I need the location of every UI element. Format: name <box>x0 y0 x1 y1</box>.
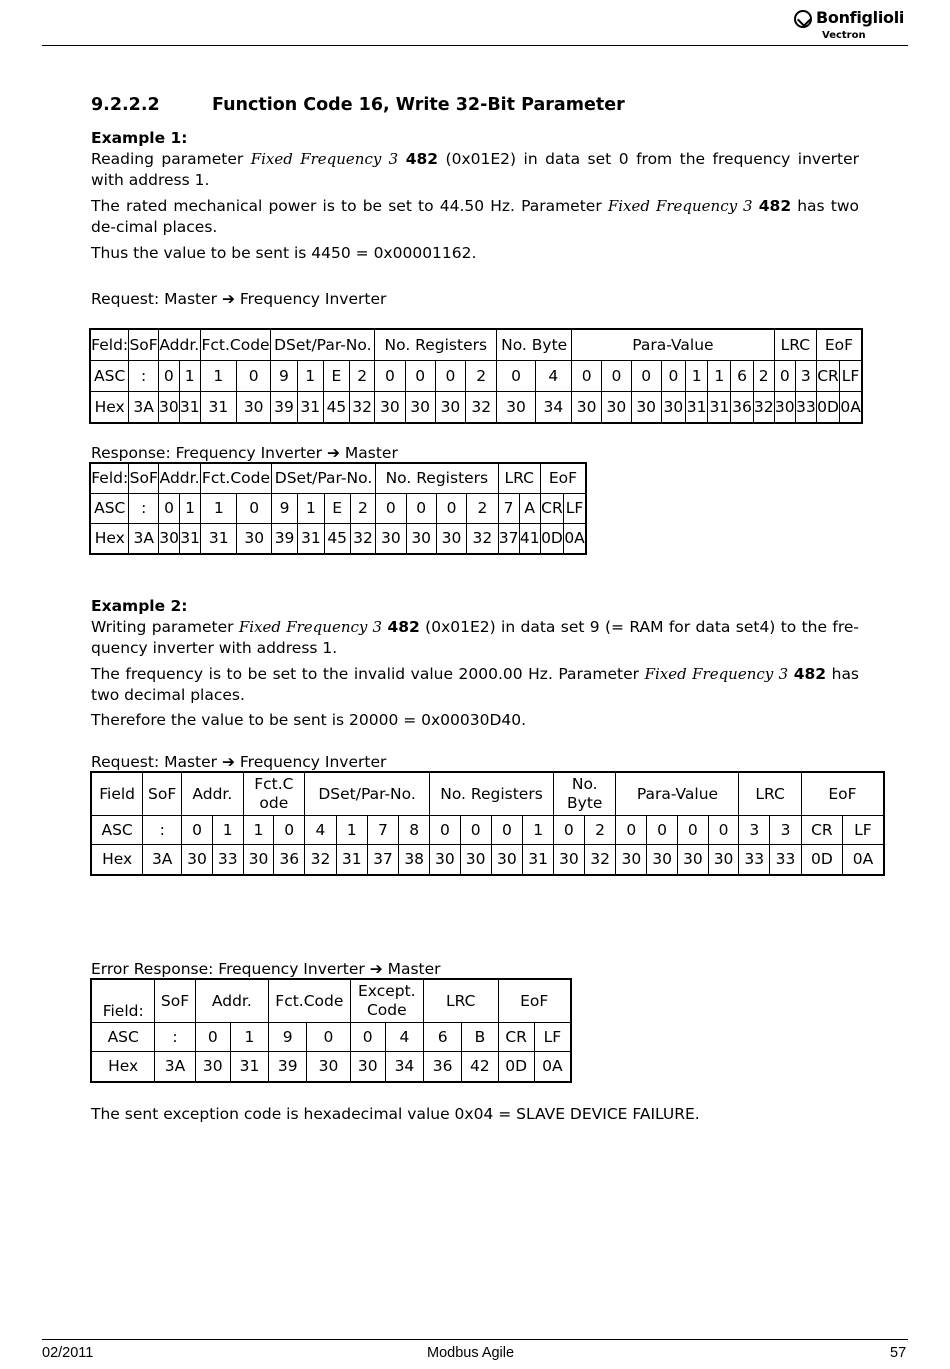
table-cell: 30 <box>237 392 271 423</box>
table-cell: 30 <box>237 524 271 554</box>
table-cell: 0D <box>540 524 563 554</box>
wrapped-header-text: Except. Code <box>358 982 416 1019</box>
table-header-cell: EoF <box>540 464 585 494</box>
table-cell: CR <box>540 494 563 524</box>
table-cell: CR <box>816 361 839 392</box>
table-cell: 30 <box>631 392 661 423</box>
table-cell: 0 <box>159 494 180 524</box>
table-cell: 0 <box>158 361 179 392</box>
table-cell: 2 <box>466 361 497 392</box>
table-cell: 1 <box>686 361 708 392</box>
table-cell: 39 <box>269 1052 307 1082</box>
table-cell: 9 <box>269 1023 307 1052</box>
example2-paragraph-2 <box>91 664 859 706</box>
table-cell: 3A <box>155 1052 195 1082</box>
text-run: has two decimal places. <box>91 665 860 704</box>
table-cell: 30 <box>243 845 274 875</box>
table-header-cell: EoF <box>801 773 883 816</box>
table-cell: 33 <box>795 392 816 423</box>
example2-paragraph-1 <box>91 617 859 659</box>
table-header-cell: Field <box>92 773 143 816</box>
table-cell: 32 <box>305 845 337 875</box>
table-header-cell: DSet/Par-No. <box>271 330 375 361</box>
table-cell: 45 <box>324 524 350 554</box>
table-cell: 36 <box>274 845 305 875</box>
table-cell: 31 <box>297 392 323 423</box>
table-cell: : <box>129 494 159 524</box>
table-row-label: ASC <box>92 1023 155 1052</box>
table-cell: 0A <box>534 1052 570 1082</box>
table-cell: 0D <box>816 392 839 423</box>
table-cell: 0 <box>405 361 435 392</box>
table-cell: 1 <box>298 494 324 524</box>
table-cell: 0 <box>497 361 535 392</box>
table-cell: 1 <box>212 816 243 845</box>
table-cell: 32 <box>467 524 498 554</box>
table-cell: 31 <box>523 845 554 875</box>
table-header-cell: LRC <box>424 980 498 1023</box>
table-header-cell: LRC <box>774 330 816 361</box>
table-header-cell: SoF <box>143 773 182 816</box>
table-cell: 39 <box>271 524 297 554</box>
example1-paragraph-2 <box>91 196 859 238</box>
table-header-cell: DSet/Par-No. <box>305 773 430 816</box>
table-cell: 0 <box>647 816 678 845</box>
text-run: (0x01E2) in data set 0 from the frequency inverter with address 1. <box>91 150 859 189</box>
table-cell: 31 <box>230 1052 268 1082</box>
table-cell: 31 <box>336 845 367 875</box>
table-cell: 30 <box>491 845 523 875</box>
example1-request-table <box>90 329 862 423</box>
table-cell: 31 <box>180 524 201 554</box>
example2-title: Example 2: <box>91 597 188 615</box>
table-cell: 1 <box>297 361 323 392</box>
table-header-cell: No. Registers <box>376 464 498 494</box>
table-cell: 1 <box>708 361 731 392</box>
wrapped-header-text: Fct.Code <box>254 775 294 812</box>
table-row-label: ASC <box>91 361 129 392</box>
table-cell: A <box>519 494 540 524</box>
table-cell: 0 <box>677 816 708 845</box>
table-cell: 36 <box>731 392 753 423</box>
table-cell: 3 <box>795 361 816 392</box>
table-cell: 0 <box>350 1023 385 1052</box>
table-cell: : <box>129 361 159 392</box>
table-row-hex <box>92 1052 571 1082</box>
table-header-cell: Feld: <box>91 330 129 361</box>
parameter-name: Fixed Frequency 3 <box>238 618 383 636</box>
parameter-name: Fixed Frequency 3 <box>607 197 753 215</box>
table-cell: 30 <box>195 1052 230 1082</box>
table-cell: 3A <box>143 845 182 875</box>
table-cell: 1 <box>230 1023 268 1052</box>
footer-rule <box>42 1339 908 1340</box>
table-header-cell: SoF <box>155 980 195 1023</box>
table-header-cell: Para-Value <box>572 330 775 361</box>
table-cell: 30 <box>497 392 535 423</box>
table-header-cell: Para-Value <box>616 773 739 816</box>
table-cell: CR <box>498 1023 534 1052</box>
table-row-asc <box>91 361 862 392</box>
table-cell: 30 <box>182 845 213 875</box>
table-cell: 1 <box>243 816 274 845</box>
table-cell: 9 <box>271 494 297 524</box>
example2-paragraph-3: Therefore the value to be sent is 20000 = 0x00030D40. <box>91 711 527 729</box>
table-cell: : <box>143 816 182 845</box>
table-cell: 31 <box>298 524 324 554</box>
table-cell: 4 <box>385 1023 423 1052</box>
table-cell: 0 <box>376 494 406 524</box>
table-cell: 2 <box>753 361 774 392</box>
table-cell: 32 <box>350 392 375 423</box>
text-run: (0x01E2) in data set 9 (= RAM for data set4) to the fre-quency inverter with address 1. <box>91 618 860 657</box>
table-cell: 32 <box>466 392 497 423</box>
table-row-label: ASC <box>91 494 129 524</box>
table-cell: 30 <box>307 1052 350 1082</box>
text-run: Writing parameter <box>91 618 239 636</box>
table-cell: 0 <box>631 361 661 392</box>
parameter-number: 482 <box>405 150 439 168</box>
table-cell: 1 <box>336 816 367 845</box>
table-cell: 34 <box>535 392 571 423</box>
table-cell: E <box>324 494 350 524</box>
table-cell: 38 <box>399 845 430 875</box>
table-header-cell: Fct.Code <box>269 980 351 1023</box>
parameter-number: 482 <box>758 197 792 215</box>
table-cell: 30 <box>774 392 795 423</box>
table-cell: 30 <box>647 845 678 875</box>
table-cell: 32 <box>350 524 375 554</box>
table-cell: 3A <box>129 392 159 423</box>
table-header-cell: DSet/Par-No. <box>271 464 375 494</box>
table-cell: 4 <box>535 361 571 392</box>
table-row-hex <box>91 392 862 423</box>
table-header-cell: No. Byte <box>497 330 572 361</box>
table-cell: 32 <box>753 392 774 423</box>
table-cell: 32 <box>584 845 616 875</box>
table-cell: 30 <box>435 392 465 423</box>
table-cell: 0 <box>460 816 491 845</box>
table-cell: 0 <box>435 361 465 392</box>
table-cell: 30 <box>375 392 405 423</box>
table-cell: 33 <box>212 845 243 875</box>
text-run: has two de-cimal places. <box>91 197 860 236</box>
table-cell: 0 <box>237 361 271 392</box>
table-cell: 6 <box>424 1023 462 1052</box>
table-row-label: Hex <box>92 1052 155 1082</box>
table-cell: 30 <box>460 845 491 875</box>
table-cell: 33 <box>739 845 770 875</box>
table-cell: 0 <box>572 361 602 392</box>
table-cell: 30 <box>405 392 435 423</box>
example2-error-table <box>91 979 571 1082</box>
table-cell: 37 <box>367 845 399 875</box>
table-cell: 0 <box>436 494 466 524</box>
table-cell: 6 <box>731 361 753 392</box>
wrapped-header-text: No. Byte <box>567 775 603 812</box>
table-header-cell <box>350 980 423 1023</box>
table-cell: 0 <box>182 816 213 845</box>
table-cell: 0 <box>274 816 305 845</box>
table-header-row <box>91 464 586 494</box>
example1-paragraph-3: Thus the value to be sent is 4450 = 0x00001162. <box>91 244 477 262</box>
table-header-cell <box>243 773 304 816</box>
table-header-cell: No. Registers <box>375 330 497 361</box>
table-cell: 1 <box>180 494 201 524</box>
table-cell: 39 <box>271 392 297 423</box>
table-header-cell: LRC <box>739 773 801 816</box>
table-cell: 1 <box>201 494 237 524</box>
table-header-cell: SoF <box>129 464 159 494</box>
example1-response-table <box>90 463 586 554</box>
brand-name: Bonfiglioli <box>816 8 905 27</box>
table-cell: 30 <box>708 845 739 875</box>
table-cell: 31 <box>686 392 708 423</box>
table-cell: 42 <box>462 1052 498 1082</box>
table-header-cell: EoF <box>816 330 861 361</box>
table-cell: 45 <box>323 392 349 423</box>
text-run: Reading parameter <box>91 150 251 168</box>
table-cell: 3 <box>770 816 802 845</box>
table-header-row <box>92 980 571 1023</box>
table-cell: 0D <box>801 845 842 875</box>
table-header-row <box>92 773 884 816</box>
table-cell: 0A <box>842 845 883 875</box>
section-number: 9.2.2.2 <box>91 95 160 115</box>
table-cell: 36 <box>424 1052 462 1082</box>
parameter-number: 482 <box>793 665 827 683</box>
text-run: The frequency is to be set to the invalid value 2000.00 Hz. Parameter <box>91 665 645 683</box>
table-cell: 30 <box>572 392 602 423</box>
table-cell: 7 <box>367 816 399 845</box>
table-cell: 30 <box>376 524 406 554</box>
section-heading <box>91 95 625 115</box>
table-cell: 30 <box>554 845 585 875</box>
table-cell: 2 <box>350 494 375 524</box>
example2-request-table <box>91 772 884 875</box>
table-cell: 30 <box>602 392 631 423</box>
table-cell: 0 <box>554 816 585 845</box>
table-row-hex <box>91 524 586 554</box>
table-header-cell: Field: <box>92 980 155 1023</box>
table-cell: 30 <box>350 1052 385 1082</box>
table-header-cell: EoF <box>498 980 571 1023</box>
table-header-cell: Addr. <box>159 464 201 494</box>
table-cell: 31 <box>179 392 200 423</box>
table-row-label: Hex <box>92 845 143 875</box>
table-cell: 30 <box>430 845 461 875</box>
text-run: The rated mechanical power is to be set to 44.50 Hz. Parameter <box>91 197 608 215</box>
table-cell: 0 <box>708 816 739 845</box>
parameter-number: 482 <box>387 618 420 636</box>
section-title: Function Code 16, Write 32-Bit Parameter <box>212 95 625 115</box>
table-header-cell: SoF <box>129 330 159 361</box>
table-cell: 1 <box>179 361 200 392</box>
table-header-cell: Addr. <box>182 773 243 816</box>
table-row-asc <box>92 816 884 845</box>
parameter-name: Fixed Frequency 3 <box>250 150 399 168</box>
table-cell: 33 <box>770 845 802 875</box>
table-cell: CR <box>801 816 842 845</box>
table-header-cell: Addr. <box>158 330 200 361</box>
table-cell: 0 <box>774 361 795 392</box>
table-cell: 3 <box>739 816 770 845</box>
header-rule <box>42 45 908 46</box>
table-cell: 0 <box>406 494 436 524</box>
table-cell: 2 <box>350 361 375 392</box>
table-header-row <box>91 330 862 361</box>
example1-title: Example 1: <box>91 129 188 147</box>
table-cell: B <box>462 1023 498 1052</box>
table-cell: 30 <box>616 845 647 875</box>
table-cell: 2 <box>467 494 498 524</box>
table-header-cell: LRC <box>498 464 540 494</box>
table-cell: 30 <box>677 845 708 875</box>
table-header-cell: Fct.Code <box>201 464 272 494</box>
table-row-asc <box>91 494 586 524</box>
example1-paragraph-1 <box>91 149 859 191</box>
footer-product: Modbus Agile <box>427 1345 515 1361</box>
table-cell: 0A <box>840 392 862 423</box>
table-cell: 7 <box>498 494 519 524</box>
table-cell: 0 <box>237 494 271 524</box>
parameter-name: Fixed Frequency 3 <box>644 665 789 683</box>
table-cell: 30 <box>661 392 685 423</box>
table-row-hex <box>92 845 884 875</box>
table-cell: 30 <box>158 392 179 423</box>
table-cell: 3A <box>129 524 159 554</box>
closing-paragraph: The sent exception code is hexadecimal value 0x04 = SLAVE DEVICE FAILURE. <box>91 1105 700 1123</box>
table-header-cell: Feld: <box>91 464 129 494</box>
example2-request-label: Request: Master ➔ Frequency Inverter <box>91 753 387 771</box>
table-row-asc <box>92 1023 571 1052</box>
table-header-cell: No. Registers <box>430 773 554 816</box>
table-cell: 0 <box>602 361 631 392</box>
table-cell: 31 <box>708 392 731 423</box>
table-cell: 0 <box>307 1023 350 1052</box>
table-cell: 41 <box>519 524 540 554</box>
table-cell: E <box>323 361 349 392</box>
table-cell: 30 <box>406 524 436 554</box>
table-header-cell: Fct.Code <box>200 330 271 361</box>
table-cell: : <box>155 1023 195 1052</box>
table-cell: LF <box>842 816 883 845</box>
footer-page-number: 57 <box>890 1345 907 1361</box>
table-row-label: ASC <box>92 816 143 845</box>
table-header-cell: Addr. <box>195 980 268 1023</box>
brand-logo <box>792 8 912 44</box>
example2-error-label: Error Response: Frequency Inverter ➔ Master <box>91 960 441 978</box>
table-cell: 0A <box>564 524 586 554</box>
footer-date: 02/2011 <box>42 1345 94 1361</box>
table-row-label: Hex <box>91 392 129 423</box>
table-cell: 4 <box>305 816 337 845</box>
table-cell: 37 <box>498 524 519 554</box>
brand-sub-name: Vectron <box>822 30 866 41</box>
table-cell: 31 <box>201 524 237 554</box>
table-cell: 0 <box>491 816 523 845</box>
table-header-cell <box>554 773 616 816</box>
brand-logo-icon <box>794 10 812 28</box>
table-cell: 30 <box>159 524 180 554</box>
table-cell: 30 <box>436 524 466 554</box>
table-cell: 0 <box>661 361 685 392</box>
table-cell: 8 <box>399 816 430 845</box>
table-cell: LF <box>534 1023 570 1052</box>
table-cell: 2 <box>584 816 616 845</box>
table-cell: 9 <box>271 361 297 392</box>
table-cell: 1 <box>523 816 554 845</box>
table-cell: 0 <box>616 816 647 845</box>
table-cell: LF <box>840 361 862 392</box>
table-cell: 31 <box>200 392 236 423</box>
example1-request-label: Request: Master ➔ Frequency Inverter <box>91 290 387 308</box>
table-cell: LF <box>564 494 586 524</box>
table-row-label: Hex <box>91 524 129 554</box>
example1-response-label: Response: Frequency Inverter ➔ Master <box>91 444 398 462</box>
table-cell: 0 <box>430 816 461 845</box>
table-cell: 0D <box>498 1052 534 1082</box>
table-cell: 1 <box>200 361 236 392</box>
table-cell: 34 <box>385 1052 423 1082</box>
table-cell: 0 <box>375 361 405 392</box>
table-cell: 0 <box>195 1023 230 1052</box>
